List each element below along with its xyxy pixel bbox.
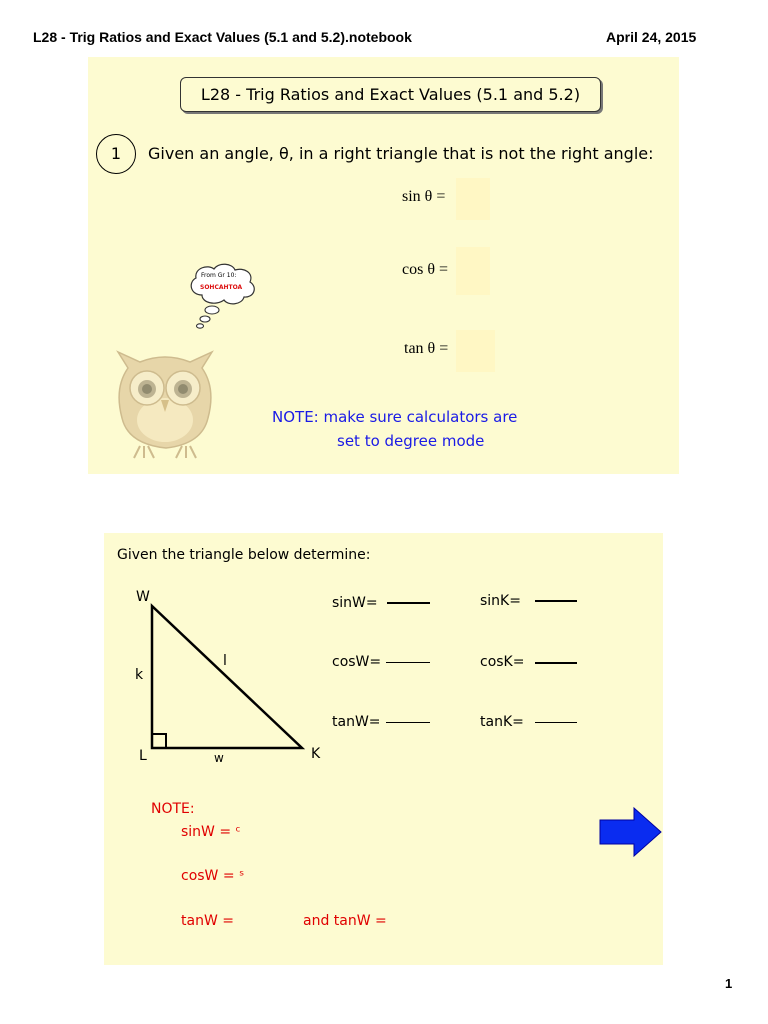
bubble-line-1: From Gr 10: bbox=[201, 272, 237, 279]
sin-answer-box[interactable] bbox=[456, 178, 490, 220]
slide-2-intro: Given the triangle below determine: bbox=[117, 547, 371, 563]
sink-blank[interactable] bbox=[535, 600, 577, 602]
tank-blank[interactable] bbox=[535, 722, 577, 723]
sinw-blank[interactable] bbox=[387, 602, 430, 604]
cosk-blank[interactable] bbox=[535, 662, 577, 664]
right-triangle-diagram bbox=[140, 600, 315, 755]
owl-icon bbox=[110, 348, 220, 460]
cosw-blank[interactable] bbox=[386, 662, 430, 663]
sin-theta-label: sin θ = bbox=[402, 188, 446, 205]
tanw-blank[interactable] bbox=[386, 722, 430, 723]
note-cosw: cosW = ˢ bbox=[181, 868, 245, 884]
notebook-date: April 24, 2015 bbox=[606, 29, 697, 45]
tan-answer-box[interactable] bbox=[456, 330, 495, 372]
note-sinw: sinW = ᶜ bbox=[181, 824, 241, 840]
vertex-w-label: W bbox=[136, 589, 150, 605]
cosw-label: cosW= bbox=[332, 654, 382, 670]
slide-1-title: L28 - Trig Ratios and Exact Values (5.1 and 5.2) bbox=[200, 85, 581, 104]
cosk-label: cosK= bbox=[480, 654, 525, 670]
side-l-label: l bbox=[223, 653, 227, 669]
sink-label: sinK= bbox=[480, 593, 521, 609]
cos-answer-box[interactable] bbox=[456, 247, 490, 295]
slide-1-intro: Given an angle, θ, in a right triangle that is not the right angle: bbox=[148, 144, 654, 163]
notebook-title: L28 - Trig Ratios and Exact Values (5.1 and 5.2).notebook bbox=[33, 29, 412, 45]
tanw-label: tanW= bbox=[332, 714, 381, 730]
bubble-line-2: SOHCAHTOA bbox=[200, 284, 243, 291]
right-arrow-icon[interactable] bbox=[598, 806, 664, 858]
note-and-tanw: and tanW = bbox=[303, 913, 387, 929]
thought-bubble-icon bbox=[186, 260, 262, 330]
note-tanw: tanW = bbox=[181, 913, 234, 929]
vertex-k-label: K bbox=[311, 746, 321, 762]
note-title: NOTE: bbox=[151, 801, 195, 817]
tank-label: tanK= bbox=[480, 714, 524, 730]
note-calculator-line-1: NOTE: make sure calculators are bbox=[272, 408, 518, 426]
number-circle bbox=[96, 134, 136, 174]
cos-theta-label: cos θ = bbox=[402, 261, 449, 278]
side-w-label: w bbox=[214, 751, 224, 765]
note-calculator-line-2: set to degree mode bbox=[337, 432, 485, 450]
vertex-l-label: L bbox=[139, 748, 147, 764]
sinw-label: sinW= bbox=[332, 595, 378, 611]
tan-theta-label: tan θ = bbox=[404, 340, 449, 357]
page-number: 1 bbox=[725, 976, 733, 991]
slide-1-title-box bbox=[180, 77, 601, 112]
side-k-label: k bbox=[135, 667, 144, 683]
number-label: 1 bbox=[110, 144, 122, 163]
